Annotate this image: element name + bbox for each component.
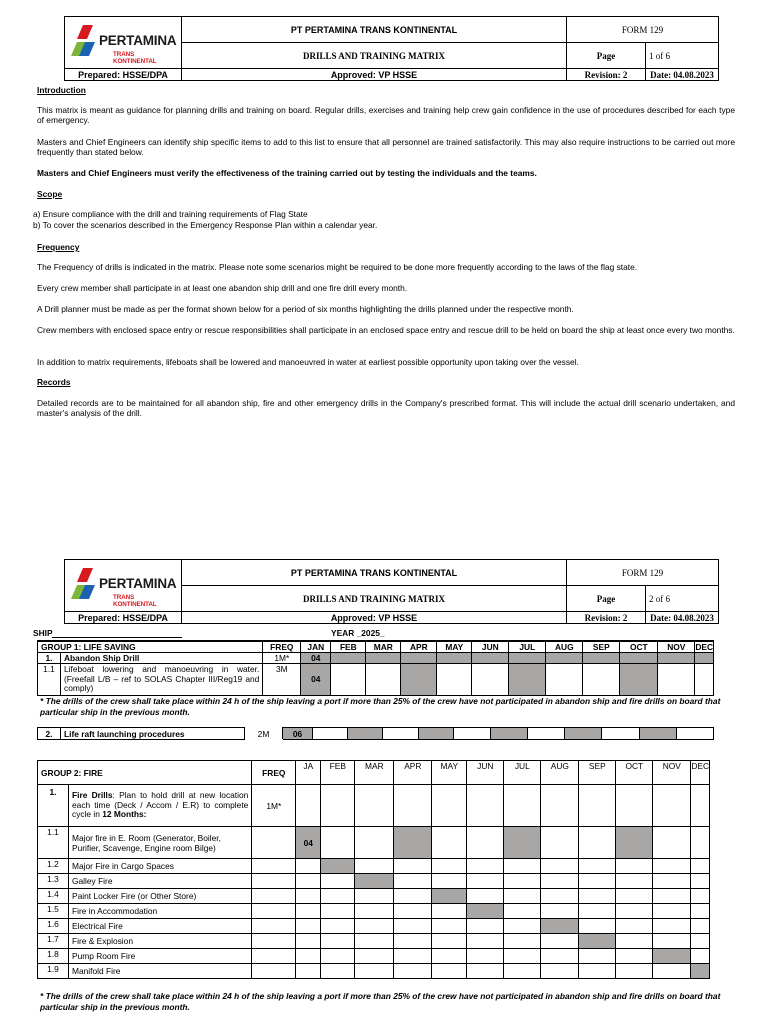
month-cell[interactable] bbox=[691, 827, 710, 859]
month-header: NOV bbox=[658, 641, 695, 653]
month-cell[interactable] bbox=[579, 785, 616, 827]
month-cell[interactable] bbox=[653, 964, 691, 979]
table-row bbox=[38, 949, 710, 964]
month-cell[interactable] bbox=[296, 859, 321, 874]
month-cell[interactable] bbox=[691, 949, 710, 964]
month-header: FEB bbox=[321, 761, 355, 785]
month-cell[interactable] bbox=[583, 664, 620, 696]
pertamina-logo-icon bbox=[71, 25, 99, 59]
frequency-paragraph-5: In addition to matrix requirements, lifeboats shall be lowered and manoeuvred in water at earliest possible opportunity upon taking over the vessel. bbox=[37, 357, 579, 367]
month-header: MAR bbox=[355, 761, 394, 785]
month-cell[interactable] bbox=[691, 889, 710, 904]
table-row bbox=[38, 934, 710, 949]
month-header: MAY bbox=[437, 641, 472, 653]
month-cell[interactable] bbox=[504, 827, 541, 859]
month-cell[interactable] bbox=[579, 889, 616, 904]
month-cell[interactable] bbox=[432, 949, 467, 964]
row-number: 1.5 bbox=[38, 904, 69, 919]
month-cell[interactable]: 04 bbox=[301, 664, 331, 696]
month-cell[interactable] bbox=[467, 874, 504, 889]
month-cell[interactable] bbox=[321, 785, 355, 827]
document-title: DRILLS AND TRAINING MATRIX bbox=[182, 586, 567, 612]
month-cell[interactable] bbox=[583, 653, 620, 664]
prepared-by: Prepared: HSSE/DPA bbox=[65, 69, 182, 81]
month-cell[interactable] bbox=[616, 949, 653, 964]
month-cell[interactable] bbox=[394, 904, 432, 919]
group1-life-saving-table bbox=[37, 640, 714, 696]
row-label: Paint Locker Fire (or Other Store) bbox=[69, 889, 252, 904]
month-cell[interactable] bbox=[541, 889, 579, 904]
month-cell[interactable] bbox=[321, 889, 355, 904]
crew-drill-note-2: * The drills of the crew shall take place within 24 h of the ship leaving a port if more than 25% of the crew have not participated in abandon ship and fire drills on board that particular ship in the previous month. bbox=[40, 991, 721, 1012]
month-cell[interactable] bbox=[355, 904, 394, 919]
scope-heading: Scope bbox=[37, 189, 63, 199]
row-number: 1.3 bbox=[38, 874, 69, 889]
month-header: DEC bbox=[695, 642, 713, 652]
row-number: 1. bbox=[38, 653, 61, 664]
month-cell[interactable] bbox=[331, 653, 366, 664]
month-cell[interactable] bbox=[467, 889, 504, 904]
month-cell[interactable] bbox=[321, 827, 355, 859]
row-label: Pump Room Fire bbox=[69, 949, 252, 964]
row-label: Electrical Fire bbox=[69, 919, 252, 934]
month-cell[interactable] bbox=[394, 889, 432, 904]
month-cell[interactable] bbox=[348, 728, 383, 740]
month-header: JAN bbox=[301, 641, 331, 653]
month-cell[interactable]: 04 bbox=[296, 827, 321, 859]
row-frequency bbox=[252, 874, 296, 889]
month-cell[interactable] bbox=[504, 949, 541, 964]
group2-fire-table bbox=[37, 760, 710, 979]
month-cell[interactable] bbox=[541, 827, 579, 859]
month-cell[interactable] bbox=[579, 827, 616, 859]
row-label: Manifold Fire bbox=[69, 964, 252, 979]
pertamina-logo-icon bbox=[71, 568, 99, 602]
row-number: 1.7 bbox=[38, 934, 69, 949]
table-row bbox=[38, 904, 710, 919]
row-number: 1.1 bbox=[38, 664, 61, 696]
company-name: PT PERTAMINA TRANS KONTINENTAL bbox=[182, 560, 567, 586]
row-frequency bbox=[252, 919, 296, 934]
table-row bbox=[38, 785, 710, 827]
month-cell[interactable] bbox=[620, 653, 658, 664]
ship-name-field[interactable] bbox=[52, 637, 182, 638]
month-cell[interactable] bbox=[401, 653, 437, 664]
row-number: 1. bbox=[38, 785, 69, 827]
records-heading: Records bbox=[37, 377, 71, 387]
logo-name: PERTAMINA bbox=[99, 575, 177, 591]
month-cell[interactable] bbox=[546, 653, 583, 664]
month-cell[interactable] bbox=[432, 889, 467, 904]
month-cell[interactable] bbox=[504, 859, 541, 874]
month-header: APR bbox=[401, 641, 437, 653]
month-cell[interactable] bbox=[472, 664, 509, 696]
month-cell[interactable] bbox=[432, 934, 467, 949]
month-cell[interactable] bbox=[355, 949, 394, 964]
month-cell[interactable] bbox=[653, 889, 691, 904]
page-number: 1 of 6 bbox=[646, 43, 719, 69]
group2-title: GROUP 2: FIRE bbox=[38, 761, 252, 785]
month-cell[interactable] bbox=[394, 785, 432, 827]
month-cell[interactable] bbox=[504, 785, 541, 827]
records-paragraph: Detailed records are to be maintained for all abandon ship, fire and other emergency drills in the Company's prescribed format. This will include the actual drill scenario undertaken, and master's analysis of the drill. bbox=[37, 398, 735, 418]
month-cell[interactable] bbox=[616, 859, 653, 874]
month-cell[interactable] bbox=[321, 964, 355, 979]
table-row bbox=[38, 728, 714, 740]
month-cell[interactable] bbox=[579, 874, 616, 889]
month-cell[interactable] bbox=[401, 664, 437, 696]
month-cell[interactable] bbox=[296, 874, 321, 889]
month-cell[interactable] bbox=[432, 919, 467, 934]
month-cell[interactable] bbox=[509, 664, 546, 696]
month-header: FEB bbox=[331, 641, 366, 653]
row-label: Major Fire in Cargo Spaces bbox=[69, 859, 252, 874]
month-cell[interactable] bbox=[355, 785, 394, 827]
month-cell[interactable] bbox=[437, 664, 472, 696]
freq-header: FREQ bbox=[263, 641, 301, 653]
row-frequency: 1M* bbox=[263, 653, 301, 664]
month-header: DEC bbox=[691, 761, 710, 785]
month-cell[interactable] bbox=[432, 904, 467, 919]
row-number: 1.4 bbox=[38, 889, 69, 904]
liferaft-table bbox=[37, 727, 714, 740]
month-cell[interactable] bbox=[640, 728, 677, 740]
month-cell[interactable] bbox=[691, 919, 710, 934]
month-cell[interactable] bbox=[467, 949, 504, 964]
month-cell[interactable] bbox=[677, 728, 714, 740]
month-cell[interactable] bbox=[616, 785, 653, 827]
month-cell[interactable] bbox=[296, 964, 321, 979]
table-row bbox=[38, 859, 710, 874]
month-cell[interactable] bbox=[355, 889, 394, 904]
month-cell[interactable] bbox=[504, 964, 541, 979]
month-cell[interactable] bbox=[366, 653, 401, 664]
month-header: MAR bbox=[366, 641, 401, 653]
month-cell[interactable] bbox=[504, 889, 541, 904]
month-cell[interactable] bbox=[691, 964, 710, 979]
revision: Revision: 2 bbox=[567, 69, 646, 81]
month-cell[interactable] bbox=[579, 904, 616, 919]
row-label: Fire Drills: Plan to hold drill at new location each time (Deck / Accom / E.R) to complete cycle in 12 Months: bbox=[69, 785, 252, 827]
month-cell[interactable] bbox=[616, 919, 653, 934]
page-label: Page bbox=[567, 586, 646, 612]
month-cell[interactable] bbox=[467, 904, 504, 919]
month-header: SEP bbox=[579, 761, 616, 785]
month-cell[interactable] bbox=[653, 785, 691, 827]
month-cell[interactable] bbox=[296, 949, 321, 964]
pertamina-logo bbox=[69, 23, 177, 65]
month-cell[interactable] bbox=[541, 859, 579, 874]
month-cell[interactable] bbox=[691, 934, 710, 949]
month-cell[interactable] bbox=[579, 964, 616, 979]
month-cell[interactable] bbox=[541, 904, 579, 919]
logo-cell bbox=[65, 17, 182, 69]
group1-title: GROUP 1: LIFE SAVING bbox=[38, 641, 263, 653]
month-cell[interactable] bbox=[432, 859, 467, 874]
month-cell[interactable] bbox=[355, 827, 394, 859]
month-cell[interactable] bbox=[691, 904, 710, 919]
logo-subtitle: TRANS KONTINENTAL bbox=[113, 50, 157, 65]
month-cell[interactable] bbox=[658, 653, 695, 664]
month-cell[interactable] bbox=[383, 728, 419, 740]
scope-item-a: a) Ensure compliance with the drill and training requirements of Flag State bbox=[33, 209, 308, 219]
month-cell[interactable] bbox=[321, 904, 355, 919]
approved-by: Approved: VP HSSE bbox=[182, 612, 567, 624]
revision: Revision: 2 bbox=[567, 612, 646, 624]
month-cell[interactable] bbox=[695, 653, 714, 664]
month-cell[interactable] bbox=[491, 728, 528, 740]
frequency-paragraph-1: The Frequency of drills is indicated in the matrix. Please note some scenarios might be required to be done more frequently according to the laws of the flag state. bbox=[37, 262, 638, 272]
ship-label: SHIP bbox=[33, 628, 53, 638]
month-cell[interactable] bbox=[541, 785, 579, 827]
month-header: MAY bbox=[432, 761, 467, 785]
freq-header: FREQ bbox=[252, 761, 296, 785]
month-cell[interactable] bbox=[321, 859, 355, 874]
month-cell[interactable] bbox=[394, 934, 432, 949]
form-header-page1 bbox=[64, 16, 719, 81]
month-cell[interactable] bbox=[296, 889, 321, 904]
table-row bbox=[38, 664, 714, 696]
month-cell[interactable] bbox=[394, 949, 432, 964]
month-cell[interactable] bbox=[394, 964, 432, 979]
frequency-paragraph-4: Crew members with enclosed space entry or rescue responsibilities shall participate in an enclosed space entry and rescue drill to be held on board the ship at least once every two months. bbox=[37, 325, 735, 335]
month-cell[interactable] bbox=[355, 934, 394, 949]
month-cell[interactable] bbox=[321, 874, 355, 889]
table-row bbox=[38, 919, 710, 934]
introduction-heading: Introduction bbox=[37, 85, 86, 95]
month-cell[interactable] bbox=[321, 934, 355, 949]
crew-drill-note: * The drills of the crew shall take place within 24 h of the ship leaving a port if more than 25% of the crew have not participated in abandon ship and fire drills on board that particular ship in the previous month. bbox=[40, 696, 721, 717]
month-cell[interactable] bbox=[355, 964, 394, 979]
row-label: Abandon Ship Drill bbox=[61, 653, 263, 664]
row-label: Fire in Accommodation bbox=[69, 904, 252, 919]
month-cell[interactable]: 04 bbox=[301, 653, 331, 664]
prepared-by: Prepared: HSSE/DPA bbox=[65, 612, 182, 624]
table-row bbox=[38, 964, 710, 979]
month-cell[interactable] bbox=[355, 859, 394, 874]
logo-name: PERTAMINA bbox=[99, 32, 177, 48]
row-label: Life raft launching procedures bbox=[61, 728, 245, 740]
month-cell[interactable] bbox=[653, 827, 691, 859]
month-cell[interactable] bbox=[616, 827, 653, 859]
row-frequency: 3M bbox=[263, 664, 301, 696]
month-cell[interactable] bbox=[579, 949, 616, 964]
month-header: JA bbox=[296, 761, 321, 785]
month-cell[interactable] bbox=[321, 919, 355, 934]
table-row bbox=[38, 827, 710, 859]
month-cell[interactable] bbox=[355, 874, 394, 889]
month-cell[interactable] bbox=[296, 919, 321, 934]
month-cell[interactable] bbox=[472, 653, 509, 664]
month-cell[interactable] bbox=[541, 934, 579, 949]
date: Date: 04.08.2023 bbox=[646, 612, 719, 624]
month-cell[interactable] bbox=[467, 827, 504, 859]
row-label: Galley Fire bbox=[69, 874, 252, 889]
page-label: Page bbox=[567, 43, 646, 69]
month-cell[interactable] bbox=[437, 653, 472, 664]
month-cell[interactable] bbox=[355, 919, 394, 934]
month-cell[interactable] bbox=[616, 874, 653, 889]
row-label: Major fire in E. Room (Generator, Boiler, Purifier, Scavenge, Engine room Bilge) bbox=[69, 827, 252, 859]
month-cell[interactable] bbox=[394, 874, 432, 889]
form-number: FORM 129 bbox=[567, 560, 719, 586]
row-number: 1.2 bbox=[38, 859, 69, 874]
row-frequency bbox=[252, 964, 296, 979]
row-frequency: 2M bbox=[245, 728, 283, 740]
month-cell[interactable] bbox=[541, 949, 579, 964]
approved-by: Approved: VP HSSE bbox=[182, 69, 567, 81]
month-cell[interactable] bbox=[419, 728, 454, 740]
month-header: JUL bbox=[504, 761, 541, 785]
month-cell[interactable] bbox=[616, 934, 653, 949]
logo-subtitle: TRANS KONTINENTAL bbox=[113, 593, 157, 608]
month-cell[interactable] bbox=[504, 874, 541, 889]
month-cell[interactable] bbox=[653, 904, 691, 919]
month-cell[interactable] bbox=[504, 904, 541, 919]
month-cell[interactable] bbox=[504, 919, 541, 934]
logo-cell bbox=[65, 560, 182, 612]
month-cell[interactable] bbox=[691, 859, 710, 874]
month-cell[interactable] bbox=[541, 874, 579, 889]
form-number: FORM 129 bbox=[567, 17, 719, 43]
month-cell[interactable] bbox=[579, 934, 616, 949]
month-cell[interactable] bbox=[454, 728, 491, 740]
month-cell[interactable]: 06 bbox=[283, 728, 313, 740]
month-header: AUG bbox=[546, 641, 583, 653]
intro-paragraph-1: This matrix is meant as guidance for planning drills and training on board. Regular drills, exercises and training help crew gain confidence in the use of procedures described for each type of emergency. bbox=[37, 105, 735, 125]
month-cell[interactable] bbox=[296, 934, 321, 949]
row-frequency bbox=[252, 949, 296, 964]
month-cell[interactable] bbox=[366, 664, 401, 696]
month-cell[interactable] bbox=[616, 889, 653, 904]
month-cell[interactable] bbox=[504, 934, 541, 949]
month-cell[interactable] bbox=[653, 859, 691, 874]
month-header: AUG bbox=[541, 761, 579, 785]
table-row bbox=[38, 889, 710, 904]
month-cell[interactable] bbox=[394, 859, 432, 874]
table-row bbox=[38, 653, 714, 664]
company-name: PT PERTAMINA TRANS KONTINENTAL bbox=[182, 17, 567, 43]
table-row bbox=[38, 874, 710, 889]
row-frequency bbox=[252, 904, 296, 919]
month-header: OCT bbox=[620, 641, 658, 653]
month-cell[interactable] bbox=[691, 785, 710, 827]
scope-item-b: b) To cover the scenarios described in the Emergency Response Plan within a calendar year. bbox=[33, 220, 378, 230]
month-cell[interactable] bbox=[394, 827, 432, 859]
month-cell[interactable] bbox=[394, 919, 432, 934]
row-frequency bbox=[252, 934, 296, 949]
row-number: 2. bbox=[38, 728, 61, 740]
row-label: Lifeboat lowering and manoeuvring in water. (Freefall L/B – ref to SOLAS Chapter III/Reg19 and comply) bbox=[61, 664, 263, 696]
row-number: 1.9 bbox=[38, 964, 69, 979]
month-cell[interactable] bbox=[691, 874, 710, 889]
month-header: JUN bbox=[467, 761, 504, 785]
month-cell[interactable] bbox=[695, 664, 714, 696]
month-header: APR bbox=[394, 761, 432, 785]
month-cell[interactable] bbox=[467, 859, 504, 874]
month-cell[interactable] bbox=[579, 919, 616, 934]
month-cell[interactable] bbox=[432, 874, 467, 889]
month-cell[interactable] bbox=[296, 785, 321, 827]
month-cell[interactable] bbox=[620, 664, 658, 696]
year-label: YEAR _2025_ bbox=[331, 628, 385, 638]
row-frequency: 1M* bbox=[252, 785, 296, 827]
row-number: 1.1 bbox=[38, 827, 69, 859]
row-number: 1.6 bbox=[38, 919, 69, 934]
month-cell[interactable] bbox=[565, 728, 602, 740]
month-cell[interactable] bbox=[653, 874, 691, 889]
row-frequency bbox=[252, 889, 296, 904]
month-cell[interactable] bbox=[653, 949, 691, 964]
form-header-page2 bbox=[64, 559, 719, 624]
month-cell[interactable] bbox=[467, 785, 504, 827]
month-cell[interactable] bbox=[467, 934, 504, 949]
month-cell[interactable] bbox=[432, 964, 467, 979]
pertamina-logo bbox=[69, 566, 177, 608]
month-header: JUL bbox=[509, 641, 546, 653]
month-cell[interactable] bbox=[602, 728, 640, 740]
month-cell[interactable] bbox=[331, 664, 366, 696]
month-cell[interactable] bbox=[616, 964, 653, 979]
date: Date: 04.08.2023 bbox=[646, 69, 719, 81]
month-header: JUN bbox=[472, 641, 509, 653]
month-header: NOV bbox=[653, 761, 691, 785]
row-number: 1.8 bbox=[38, 949, 69, 964]
row-frequency bbox=[252, 859, 296, 874]
frequency-paragraph-2: Every crew member shall participate in at least one abandon ship drill and one fire drill every month. bbox=[37, 283, 408, 293]
frequency-heading: Frequency bbox=[37, 242, 80, 252]
month-header: SEP bbox=[583, 641, 620, 653]
row-frequency bbox=[252, 827, 296, 859]
month-cell[interactable] bbox=[653, 934, 691, 949]
month-cell[interactable] bbox=[467, 964, 504, 979]
month-cell[interactable] bbox=[467, 919, 504, 934]
row-label: Fire & Explosion bbox=[69, 934, 252, 949]
month-cell[interactable] bbox=[296, 904, 321, 919]
month-cell[interactable] bbox=[546, 664, 583, 696]
month-header: OCT bbox=[616, 761, 653, 785]
intro-paragraph-3: Masters and Chief Engineers must verify the effectiveness of the training carried out by testing the individuals and the teams. bbox=[37, 168, 537, 178]
month-cell[interactable] bbox=[528, 728, 565, 740]
month-cell[interactable] bbox=[432, 827, 467, 859]
page-number: 2 of 6 bbox=[646, 586, 719, 612]
month-cell[interactable] bbox=[313, 728, 348, 740]
month-cell[interactable] bbox=[321, 949, 355, 964]
document-title: DRILLS AND TRAINING MATRIX bbox=[182, 43, 567, 69]
month-cell[interactable] bbox=[658, 664, 695, 696]
frequency-paragraph-3: A Drill planner must be made as per the format shown below for a period of six months highlighting the drills planned under the respective month. bbox=[37, 304, 574, 314]
month-cell[interactable] bbox=[541, 919, 579, 934]
month-cell[interactable] bbox=[541, 964, 579, 979]
month-cell[interactable] bbox=[616, 904, 653, 919]
intro-paragraph-2: Masters and Chief Engineers can identify ship specific items to add to this list to ensure that all personnel are trained satisfactorily. This may also require instructions to be carried out more frequently than stated below. bbox=[37, 137, 735, 157]
month-cell[interactable] bbox=[653, 919, 691, 934]
month-cell[interactable] bbox=[509, 653, 546, 664]
month-cell[interactable] bbox=[432, 785, 467, 827]
month-cell[interactable] bbox=[579, 859, 616, 874]
